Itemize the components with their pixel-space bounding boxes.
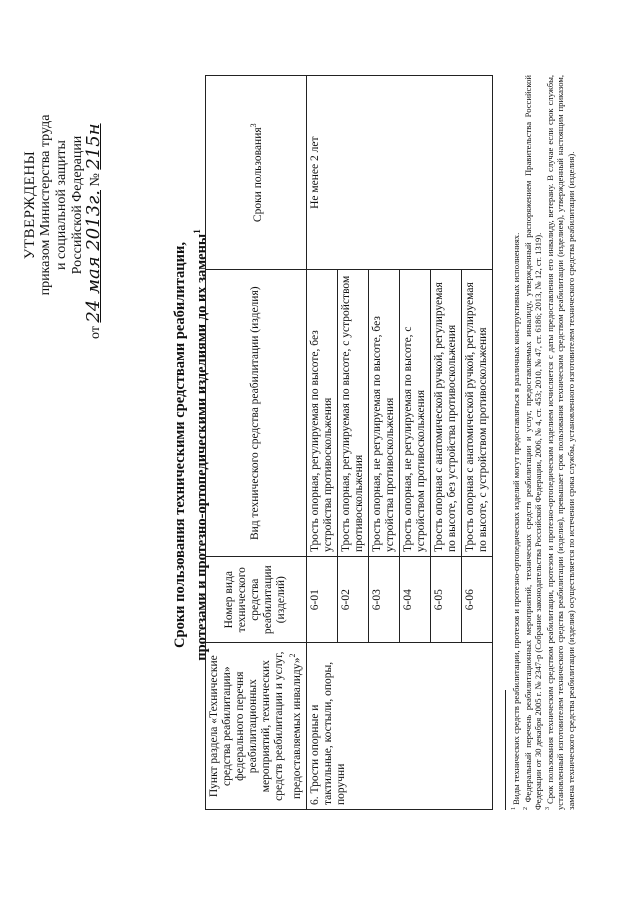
- footnotes: [509, 75, 576, 810]
- approval-date-line: [83, 65, 104, 345]
- footnote-divider: [505, 690, 506, 810]
- term-cell: Не менее 2 лет: [306, 76, 492, 270]
- table-header-row: [206, 76, 307, 810]
- footnote-3: $^3$ Срок пользования техническим средством реабилитации, протезом и протезно-ортопедическим изделием исчисляется с даты предоставления его инвалиду, ветерану. В случае если срок службы, установленный изготовителем технического средства реабилитации (изделия), превышает срок пользования техническим средством реабилитации (изделием), утвержденный настоящим приказом, замена технического средства реабилитации (изделия) осуществляется по истечении срока службы, установленного изготовителем технического средства реабилитации (изделия).: [545, 75, 576, 810]
- code-cell: 6-05: [430, 557, 461, 643]
- title-line-1: Сроки пользования техническими средствами реабилитации,: [172, 242, 188, 648]
- approval-line-3: Российской Федерации: [70, 135, 85, 275]
- title-footnote-mark: 1: [192, 229, 202, 234]
- footnote-2: $^2$ Федеральный перечень реабилитационных мероприятий, технических средств реабилитации и услуг, предоставляемых инвалиду, утвержденный распоряжением Правительства Российской Федерации от 30 декабря 2005 г. № 2347-р (Собрание законодательства Российской Федерации, 2006, № 4, ст. 453; 2010, № 47, ст. 6186; 2013, № 12, ст. 1319).: [522, 75, 544, 810]
- approval-block: [22, 65, 104, 345]
- header-type-number: Номер вида технического средства реабилитации (изделий): [206, 557, 307, 643]
- code-cell: 6-02: [337, 557, 368, 643]
- terms-table: [205, 75, 493, 810]
- code-cell: 6-06: [461, 557, 492, 643]
- name-cell: Трость опорная с анатомической ручкой, регулируемая по высоте, без устройства противоскольжения: [430, 270, 461, 557]
- table-row: [306, 76, 337, 810]
- name-cell: Трость опорная, не регулируемая по высоте, с устройством противоскольжения: [399, 270, 430, 557]
- name-cell: Трость опорная, регулируемая по высоте, с устройством противоскольжения: [337, 270, 368, 557]
- code-cell: 6-01: [306, 557, 337, 643]
- number-label: №: [88, 173, 103, 187]
- from-label: от: [88, 326, 103, 339]
- footnote-1: $^1$ Виды технических средств реабилитации, протезов и протезно-ортопедических изделий могут предоставляться в различных конструктивных исполнениях.: [510, 232, 521, 810]
- handwritten-number: 215н: [83, 123, 104, 170]
- name-cell: Трость опорная, регулируемая по высоте, без устройства противоскольжения: [306, 270, 337, 557]
- header-section-item: Пункт раздела «Технические средства реабилитации» федерального перечня реабилитационных мероприятий, технических средств реабилитации и услуг, предоставляемых инвалиду»$^2$: [206, 643, 307, 810]
- code-cell: 6-03: [368, 557, 399, 643]
- title-line-2: протезами и протезно-ортопедическими изделиями до их замены$^1$: [192, 229, 210, 661]
- name-cell: Трость опорная с анатомической ручкой, регулируемая по высоте, с устройством противоскольжения: [461, 270, 492, 557]
- approval-title: УТВЕРЖДЕНЫ: [22, 150, 38, 260]
- code-cell: 6-04: [399, 557, 430, 643]
- approval-line-2: и социальной защиты: [54, 140, 69, 270]
- handwritten-date: 24 мая 2013г.: [83, 190, 104, 323]
- header-usage-term: Сроки пользования$^3$: [206, 76, 307, 270]
- name-cell: Трость опорная, не регулируемая по высоте, без устройства противоскольжения: [368, 270, 399, 557]
- header-type-name: Вид технического средства реабилитации (изделия): [206, 270, 307, 557]
- approval-line-1: приказом Министерства труда: [38, 114, 53, 296]
- section-cell: 6. Трости опорные и тактильные, костыли, опоры, поручни: [306, 643, 492, 810]
